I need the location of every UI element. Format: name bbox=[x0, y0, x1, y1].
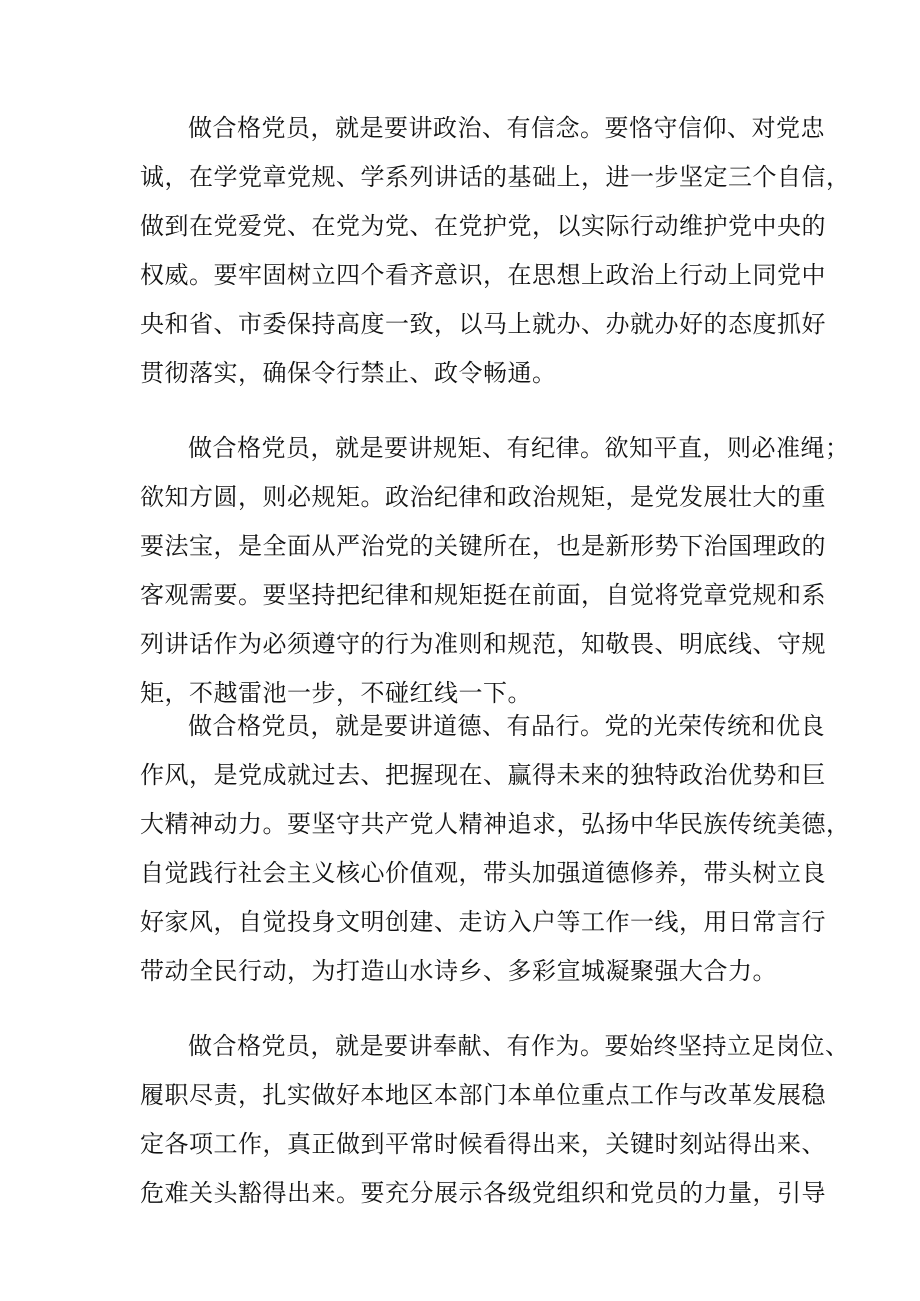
paragraph-rules-discipline bbox=[140, 424, 850, 718]
text-line: 做到在党爱党、在党为党、在党护党，以实际行动维护党中央的 bbox=[140, 212, 826, 240]
paragraph-morality-conduct bbox=[140, 702, 851, 996]
text-line: 履职尽责，扎实做好本地区本部门本单位重点工作与改革发展稳 bbox=[140, 1081, 826, 1109]
text-line: 权威。要牢固树立四个看齐意识，在思想上政治上行动上同党中 bbox=[140, 261, 826, 289]
text-line: 客观需要。要坚持把纪律和规矩挺在前面，自觉将党章党规和系 bbox=[140, 581, 826, 609]
text-line: 危难关头豁得出来。要充分展示各级党组织和党员的力量，引导 bbox=[140, 1179, 826, 1207]
text-line: 诚，在学党章党规、学系列讲话的基础上，进一步坚定三个自信， bbox=[140, 163, 851, 191]
text-line: 好家风，自觉投身文明创建、走访入户等工作一线，用日常言行 bbox=[140, 908, 826, 936]
text-line: 大精神动力。要坚守共产党人精神追求，弘扬中华民族传统美德， bbox=[140, 810, 851, 838]
text-line: 带动全民行动，为打造山水诗乡、多彩宣城凝聚强大合力。 bbox=[140, 957, 777, 985]
text-line: 作风，是党成就过去、把握现在、赢得未来的独特政治优势和巨 bbox=[140, 761, 826, 789]
text-line: 欲知方圆，则必规矩。政治纪律和政治规矩，是党发展壮大的重 bbox=[140, 483, 826, 511]
paragraph-dedication-action bbox=[140, 1022, 850, 1218]
text-line: 自觉践行社会主义核心价值观，带头加强道德修养，带头树立良 bbox=[140, 859, 826, 887]
text-line: 要法宝，是全面从严治党的关键所在，也是新形势下治国理政的 bbox=[140, 532, 826, 560]
text-line: 列讲话作为必须遵守的行为准则和规范，知敬畏、明底线、守规 bbox=[140, 630, 826, 658]
text-line: 央和省、市委保持高度一致，以马上就办、办就办好的态度抓好 bbox=[140, 310, 826, 338]
text-line: 做合格党员，就是要讲道德、有品行。党的光荣传统和优良 bbox=[188, 712, 825, 740]
text-line: 矩，不越雷池一步，不碰红线一下。 bbox=[140, 679, 532, 707]
text-line: 定各项工作，真正做到平常时候看得出来，关键时刻站得出来、 bbox=[140, 1130, 826, 1158]
text-line: 做合格党员，就是要讲规矩、有纪律。欲知平直，则必准绳； bbox=[188, 434, 850, 462]
paragraph-political-belief bbox=[140, 104, 851, 398]
text-line: 贯彻落实，确保令行禁止、政令畅通。 bbox=[140, 359, 557, 387]
text-line: 做合格党员，就是要讲政治、有信念。要恪守信仰、对党忠 bbox=[188, 114, 825, 142]
text-line: 做合格党员，就是要讲奉献、有作为。要始终坚持立足岗位、 bbox=[188, 1032, 850, 1060]
